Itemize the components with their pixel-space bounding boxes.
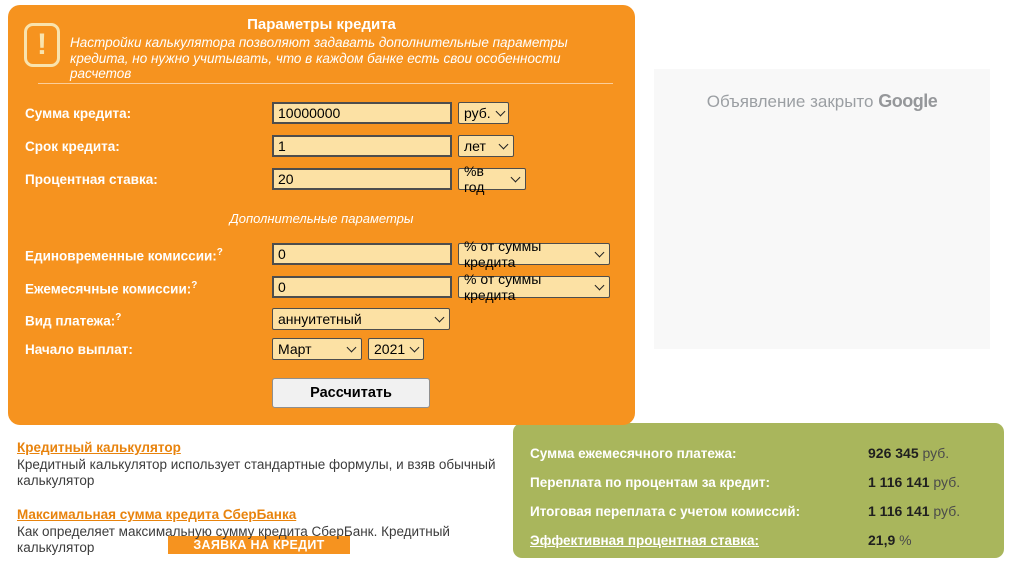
help-icon[interactable]: ? [115, 312, 122, 323]
help-icon[interactable]: ? [216, 247, 223, 258]
start-year-select[interactable] [368, 338, 424, 360]
results-panel [513, 423, 1004, 558]
one-time-fee-unit-select[interactable] [458, 238, 610, 270]
monthly-fee-label: Ежемесячные комиссии:? [25, 280, 198, 297]
start-month-select[interactable] [272, 338, 362, 360]
select-value: руб. [464, 105, 491, 121]
chevron-down-icon [347, 342, 357, 352]
calculate-button[interactable]: Рассчитать [272, 378, 430, 408]
loan-amount-label: Сумма кредита: [25, 106, 132, 121]
parameters-panel [8, 5, 635, 425]
select-value: Март [278, 341, 312, 357]
currency-select[interactable] [458, 102, 509, 124]
loan-term-input[interactable] [272, 135, 452, 157]
article-description: Кредитный калькулятор использует стандартные формулы, и взяв обычный калькулятор [17, 457, 496, 488]
ad-closed-text: Объявление закрыто Google [706, 91, 938, 111]
articles-block [17, 439, 502, 568]
result-value: 926 345 руб. [868, 445, 950, 461]
article-link-credit-calculator[interactable]: Кредитный калькулятор [17, 440, 181, 455]
panel-note: Настройки калькулятора позволяют задавать дополнительные параметры кредита, но нужно учитывать, что в каждом банке есть свои особенности расчетов [70, 35, 568, 81]
result-row-interest-overpayment [530, 474, 990, 490]
result-row-monthly-payment [530, 445, 990, 461]
select-value: % от суммы кредита [464, 271, 542, 303]
interest-rate-input[interactable] [272, 168, 452, 190]
result-value: 21,9 % [868, 532, 912, 548]
chevron-down-icon [495, 106, 505, 116]
select-value: 2021 [374, 341, 406, 357]
ad-banner [654, 69, 990, 349]
term-unit-select[interactable] [458, 135, 514, 157]
monthly-fee-input[interactable] [272, 276, 452, 298]
article-link-sberbank-max[interactable]: Максимальная сумма кредита СберБанка [17, 507, 297, 522]
additional-params-header: Дополнительные параметры [229, 211, 414, 226]
chevron-down-icon [499, 139, 509, 149]
help-icon[interactable]: ? [191, 280, 198, 291]
divider [38, 83, 613, 84]
exclamation-glyph: ! [37, 28, 47, 61]
panel-title: Параметры кредита [247, 16, 396, 33]
result-value: 1 116 141 руб. [868, 503, 961, 519]
result-label: Переплата по процентам за кредит: [530, 475, 770, 490]
one-time-fee-label: Единовременные комиссии:? [25, 247, 223, 264]
rate-unit-select[interactable] [458, 163, 526, 195]
chevron-down-icon [595, 280, 605, 290]
google-logo: Google [878, 91, 938, 111]
select-value: лет [464, 138, 486, 154]
select-value: % от суммы кредита [464, 238, 542, 270]
one-time-fee-input[interactable] [272, 243, 452, 265]
effective-rate-link[interactable]: Эффективная процентная ставка: [530, 533, 760, 548]
result-value: 1 116 141 руб. [868, 474, 961, 490]
result-label: Сумма ежемесячного платежа: [530, 446, 737, 461]
payment-start-label: Начало выплат: [25, 342, 133, 357]
apply-credit-button[interactable]: ЗАЯВКА НА КРЕДИТ [168, 536, 350, 554]
chevron-down-icon [595, 247, 605, 257]
warning-icon [24, 23, 60, 67]
article-description: Как определяет максимальную сумму кредита СберБанк. Кредитный калькулятор [17, 524, 450, 555]
chevron-down-icon [435, 312, 445, 322]
select-value: аннуитетный [278, 311, 362, 327]
payment-type-label: Вид платежа:? [25, 312, 122, 329]
monthly-fee-unit-select[interactable] [458, 271, 610, 303]
chevron-down-icon [511, 172, 521, 182]
chevron-down-icon [410, 342, 420, 352]
loan-term-label: Срок кредита: [25, 139, 120, 154]
result-row-total-overpayment [530, 503, 990, 519]
interest-rate-label: Процентная ставка: [25, 172, 158, 187]
payment-type-select[interactable] [272, 308, 450, 330]
select-value: %в год [464, 163, 485, 195]
result-row-effective-rate [530, 532, 990, 548]
result-label: Итоговая переплата с учетом комиссий: [530, 504, 801, 519]
loan-amount-input[interactable] [272, 102, 452, 124]
